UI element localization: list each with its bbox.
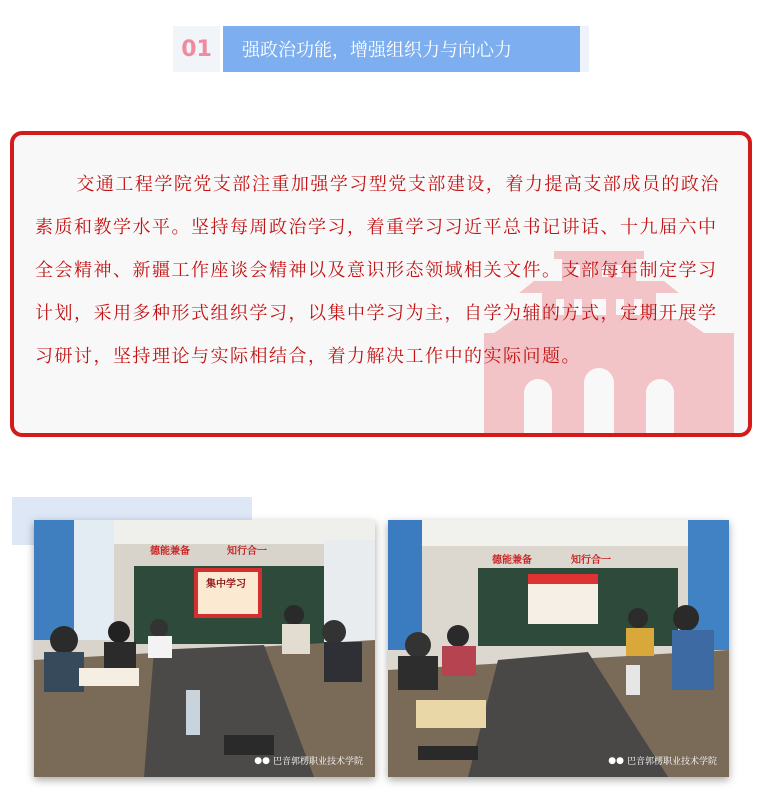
photo-2-scene — [388, 520, 729, 777]
banner-left-text: 德能兼备 — [492, 555, 532, 566]
section-header — [173, 26, 589, 72]
banner-right-text: 知行合一 — [227, 546, 267, 557]
body-paragraph: 交通工程学院党支部注重加强学习型党支部建设，着力提高支部成员的政治素质和教学水平。坚持每周政治学习，着重学习习近平总书记讲话、十九届六中全会精神、新疆工作座谈会精神以及意识形态领域相关文件。支部每年制定学习计划，采用多种形式组织学习，以集中学习为主，自学为辅的方式，定期开展学习研讨，坚持理论与实际相结合，着力解决工作中的实际问题。 — [35, 174, 720, 367]
text-panel — [10, 131, 752, 437]
meeting-photo-1 — [34, 520, 375, 777]
section-title: 强政治功能，增强组织力与向心力 — [223, 26, 580, 72]
banner-left-text: 德能兼备 — [150, 546, 190, 557]
watermark-text: 巴音郭楞职业技术学院 — [272, 757, 363, 767]
wechat-icon: ●● — [608, 755, 624, 766]
photo-watermark — [608, 754, 717, 767]
photo-watermark — [254, 754, 363, 767]
section-number: 01 — [173, 26, 220, 72]
meeting-photo-2 — [388, 520, 729, 777]
wechat-icon: ●● — [254, 755, 270, 766]
header-tail — [580, 26, 589, 72]
screen-title: 集中学习 — [206, 579, 246, 590]
banner-right-text: 知行合一 — [571, 555, 611, 566]
photo-1-scene — [34, 520, 375, 777]
watermark-text: 巴音郭楞职业技术学院 — [626, 757, 717, 767]
